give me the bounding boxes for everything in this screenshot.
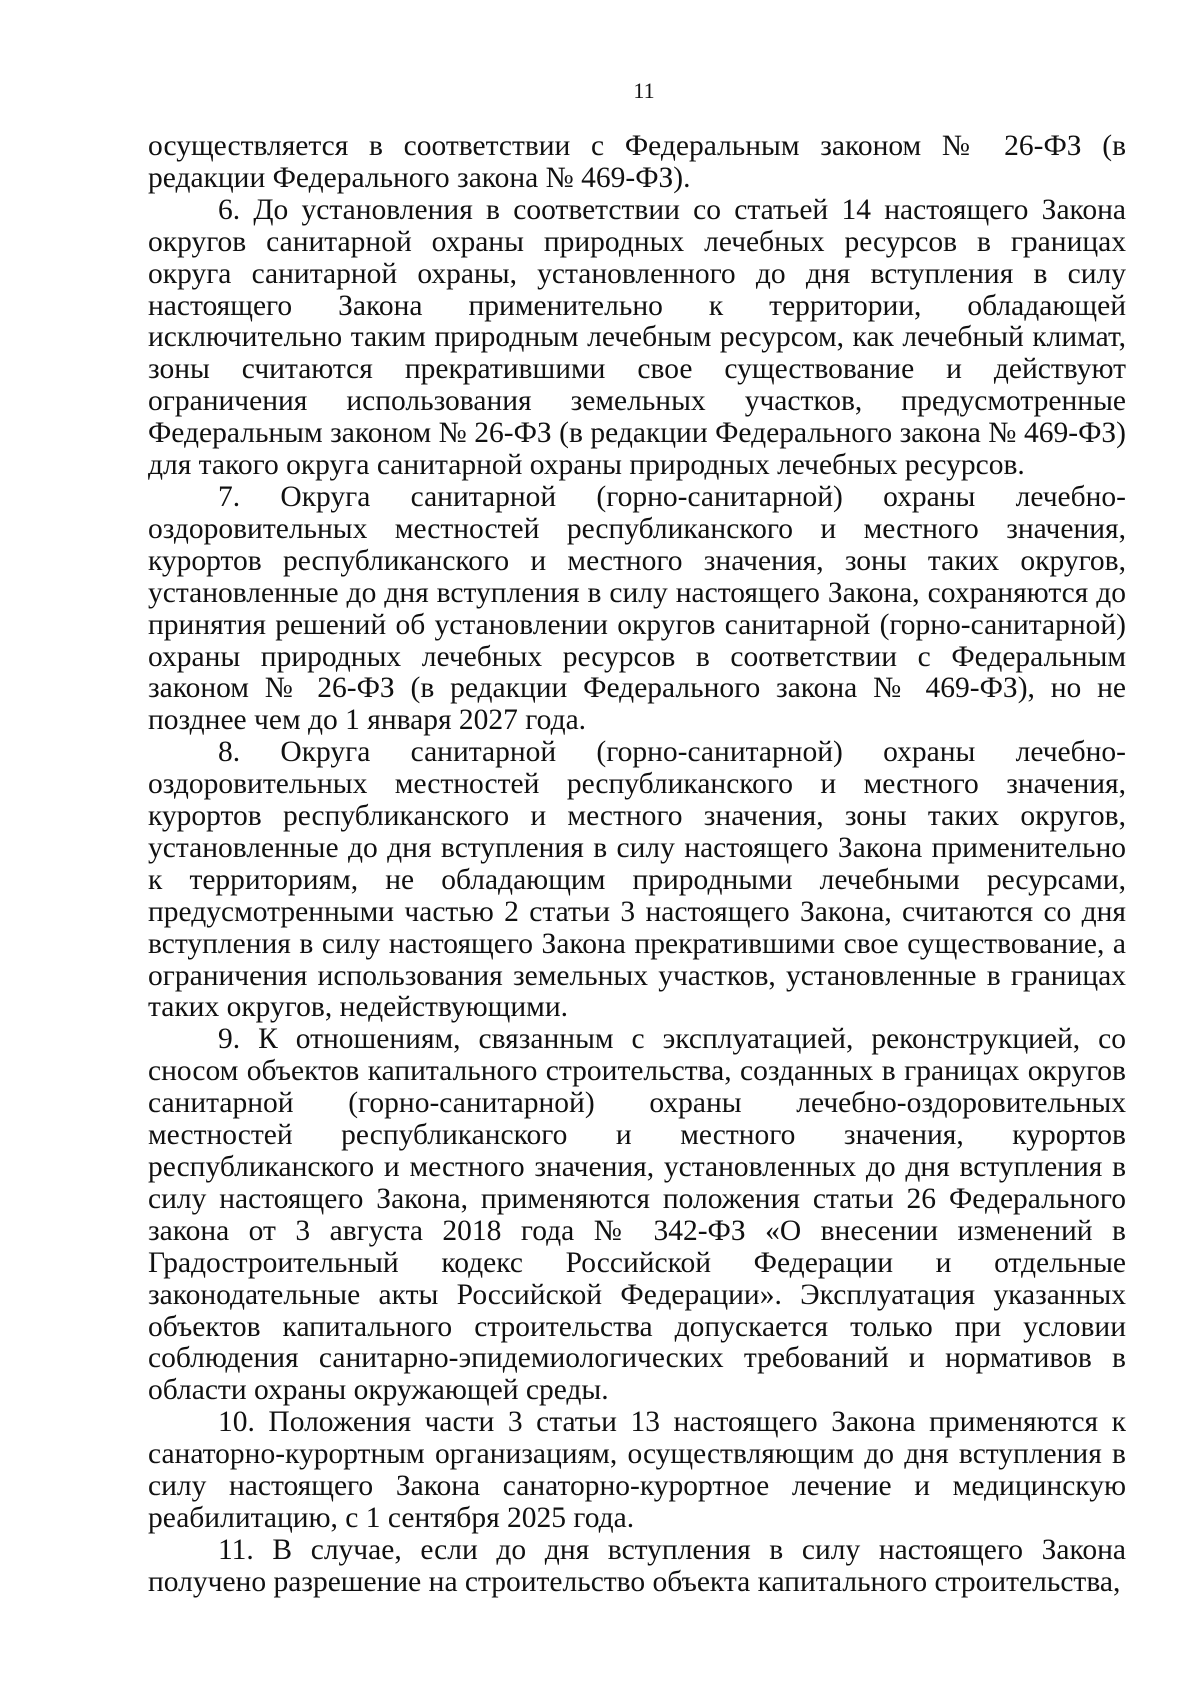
paragraph-6: 6. До установления в соответствии со статьей 14 настоящего Закона округов санитарной охраны природных лечебных ресурсов в границах округа санитарной охраны, установленного до дня вступления в силу настоящего Закона применительно к территории, обладающей исключительно таким природным лечебным ресурсом, как лечебный климат, зоны считаются прекратившими свое существование и действуют ограничения использования земельных участков, предусмотренные Федеральным законом № 26-ФЗ (в редакции Федерального закона № 469-ФЗ) для такого округа санитарной охраны природных лечебных ресурсов. — [148, 193, 1126, 482]
page-number: 11 — [633, 78, 655, 103]
paragraph-10: 10. Положения части 3 статьи 13 настоящего Закона применяются к санаторно-курортным организациям, осуществляющим до дня вступления в силу настоящего Закона санаторно-курортное лечение и медицинскую реабилитацию, с 1 сентября 2025 года. — [148, 1406, 1126, 1534]
paragraph-continuation: осуществляется в соответствии с Федеральным законом № 26-ФЗ (в редакции Федерального закона № 469-ФЗ). — [148, 130, 1126, 194]
paragraph-7: 7. Округа санитарной (горно-санитарной) охраны лечебно-оздоровительных местностей республиканского и местного значения, курортов республиканского и местного значения, зоны таких округов, установленные до дня вступления в силу настоящего Закона, сохраняются до принятия решений об установлении округов санитарной (горно-санитарной) охраны природных лечебных ресурсов в соответствии с Федеральным законом № 26-ФЗ (в редакции Федерального закона № 469-ФЗ), но не позднее чем до 1 января 2027 года. — [148, 480, 1126, 737]
paragraph-8: 8. Округа санитарной (горно-санитарной) охраны лечебно-оздоровительных местностей республиканского и местного значения, курортов республиканского и местного значения, зоны таких округов, установленные до дня вступления в силу настоящего Закона применительно к территориям, не обладающим природными лечебными ресурсами, предусмотренными частью 2 статьи 3 настоящего Закона, считаются со дня вступления в силу настоящего Закона прекратившими свое существование, а ограничения использования земельных участков, установленные в границах таких округов, недействующими. — [148, 736, 1126, 1024]
document-page — [148, 72, 1126, 1599]
paragraph-9: 9. К отношениям, связанным с эксплуатацией, реконструкцией, со сносом объектов капитального строительства, созданных в границах округов санитарной (горно-санитарной) охраны лечебно-оздоровительных местностей республиканского и местного значения, курортов республиканского и местного значения, установленных до дня вступления в силу настоящего Закона, применяются положения статьи 26 Федерального закона от 3 августа 2018 года № 342-ФЗ «О внесении изменений в Градостроительный кодекс Российской Федерации и отдельные законодательные акты Российской Федерации». Эксплуатация указанных объектов капитального строительства допускается только при условии соблюдения санитарно-эпидемиологических требований и нормативов в области охраны окружающей среды. — [148, 1023, 1126, 1407]
paragraph-11: 11. В случае, если до дня вступления в силу настоящего Закона получено разрешение на строительство объекта капитального строительства, — [148, 1533, 1126, 1598]
